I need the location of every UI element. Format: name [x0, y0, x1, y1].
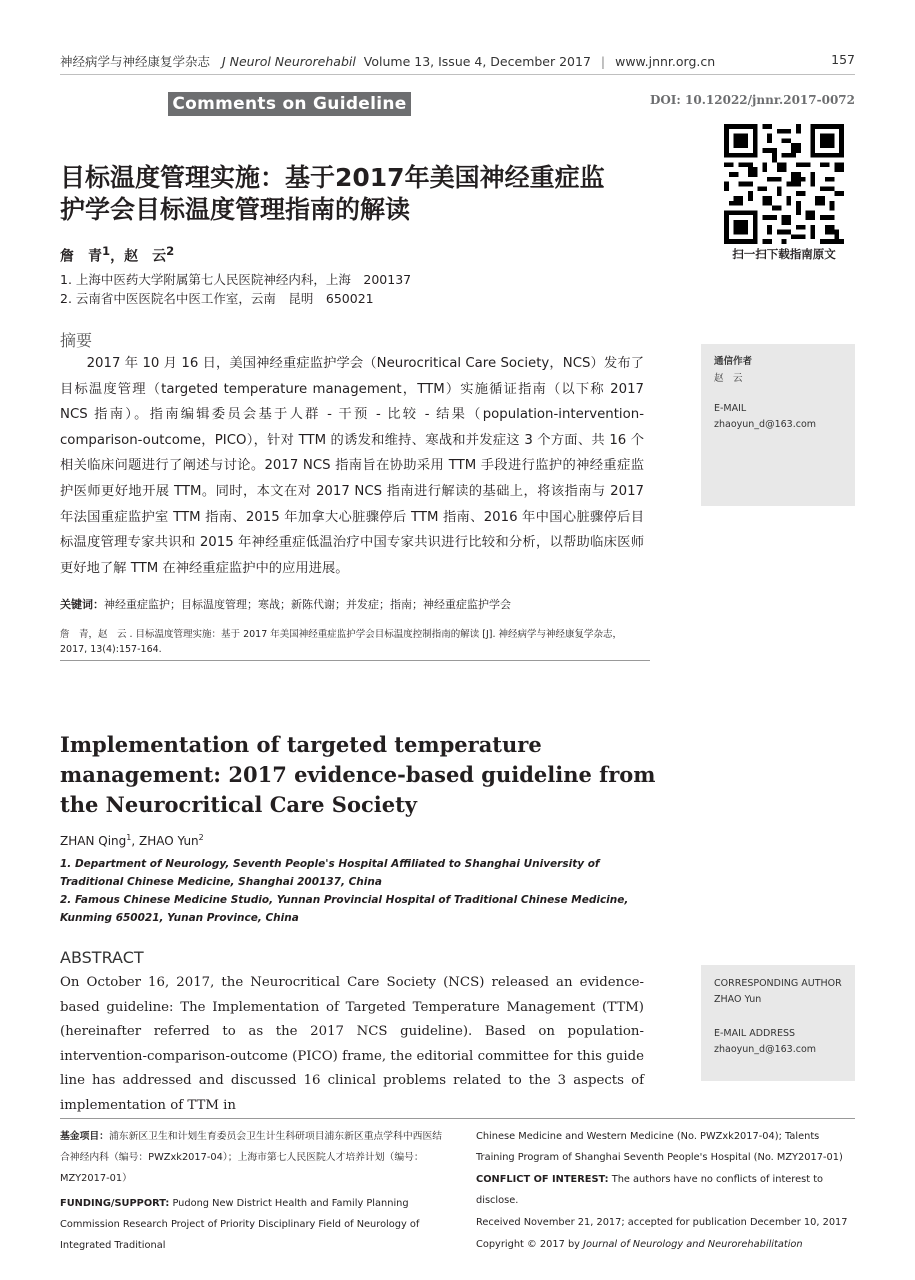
author-name: 詹 青 [60, 248, 102, 265]
page-number: 157 [831, 52, 855, 67]
corresponding-author-name: ZHAO Yun [714, 994, 762, 1005]
article-title-cn-line2: 护学会目标温度管理指南的解读 [60, 195, 411, 224]
affiliation-cn-2: 2. 云南省中医医院名中医工作室，云南 昆明 650021 [60, 291, 374, 306]
copyright [476, 1234, 858, 1255]
abstract-en: On October 16, 2017, the Neurocritical Care Society (NCS) released an evidence-based guideline: The Implementation of Targeted Temperature Management (TTM) (hereinafter referred to as the 2017 NCS guideline). Based on population-intervention-comparison-outcome (PICO) frame, the editorial committee for this guide line has addressed and discussed 16 clinical problems related to the 3 aspects of implementation of TTM in [60, 975, 644, 1113]
email-label: E-MAIL ADDRESS [714, 1028, 796, 1039]
authors-cn [60, 244, 174, 266]
fund-cn [60, 1126, 448, 1189]
qr-caption: 扫一扫下载指南原文 [732, 247, 836, 261]
volume-info: Volume 13, Issue 4, December 2017 [363, 54, 591, 69]
author-affil-mark: 1 [102, 244, 111, 258]
affiliation-cn-1: 1. 上海中医药大学附属第七人民医院神经内科，上海 200137 [60, 272, 412, 287]
funding-continued: Chinese Medicine and Western Medicine (No. PWZxk2017-04); Talents Training Program of Shanghai Seventh People's Hospital (No. MZY2017-01) [476, 1131, 843, 1163]
fund-label: 基金项目： [60, 1131, 109, 1142]
article-title-cn [60, 162, 660, 226]
citation-line2: 2017, 13(4):157-164. [60, 644, 162, 655]
header-separator: | [600, 54, 606, 69]
author-affil-mark: 2 [198, 833, 204, 842]
copyright-prefix: Copyright © 2017 by [476, 1239, 584, 1250]
abstract-cn: 2017 年 10 月 16 日，美国神经重症监护学会（Neurocritical Care Society，NCS）发布了目标温度管理（targeted temperature management，TTM）实施循证指南（以下称 2017 NCS 指南）。指南编辑委员会基于人群 - 干预 - 比较 - 结果（population-intervention-comparison-outcome，PICO），针对 TTM 的诱发和维持、寒战和并发症这 3 个方面、共 16 个相关临床问题进行了阐述与讨论。2017 NCS 指南旨在协助采用 TTM 手段进行监护的神经重症监护医师更好地开展 TTM。同时，本文在对 2017 NCS 指南进行解读的基础上，将该指南与 2017 年法国重症监护室 TTM 指南、2015 年加拿大心脏骤停后 TTM 指南、2016 年中国心脏骤停后目标温度管理专家共识和 2015 年神经重症低温治疗中国专家共识进行比较和分析，以帮助临床医师更好地了解 TTM 在神经重症监护中的应用进展。 [60, 356, 644, 576]
abstract-heading-cn: 摘要 [60, 331, 93, 350]
author-separator: , [131, 834, 139, 848]
author-name: ZHAN Qing [60, 834, 127, 848]
doi: DOI: 10.12022/jnnr.2017-0072 [649, 93, 855, 107]
funding-label: FUNDING/SUPPORT: [60, 1198, 170, 1209]
corresponding-author-box-cn [701, 344, 855, 506]
footer-rule [60, 1118, 855, 1119]
funding-text: Pudong New District Health and Family Planning Commission Research Project of Priority Disciplinary Field of Neurology of Integrated Traditional [60, 1198, 420, 1251]
author-name: 赵 云 [124, 248, 167, 265]
qr-code-icon [724, 124, 844, 244]
article-title-cn-line1: 目标温度管理实施：基于2017年美国神经重症监 [60, 163, 605, 192]
corresponding-author-name: 赵 云 [714, 373, 743, 384]
authors-en [60, 833, 204, 848]
email-value: zhaoyun_d@163.com [714, 419, 817, 430]
conflict-label: CONFLICT OF INTEREST: [476, 1174, 609, 1185]
affiliation-en-1: 1. Department of Neurology, Seventh People's Hospital Affiliated to Shanghai University of Traditional Chinese Medicine, Shanghai 200137, China [60, 858, 600, 888]
keywords-label: 关键词： [60, 598, 104, 611]
copyright-journal: Journal of Neurology and Neurorehabilitation [583, 1239, 803, 1250]
conflict-text: The authors have no conflicts of interest to disclose. [476, 1174, 824, 1206]
conflict-of-interest [476, 1169, 858, 1211]
corresponding-author-box-en [701, 965, 855, 1081]
citation-line1: 詹 青，赵 云 . 目标温度管理实施：基于 2017 年美国神经重症监护学会目标温度控制指南的解读 [J]. 神经病学与神经康复学杂志， [60, 629, 623, 640]
journal-name-cn: 神经病学与神经康复学杂志 [60, 54, 211, 69]
author-separator: ， [110, 248, 125, 265]
author-name: ZHAO Yun [138, 834, 199, 848]
footer-right-column [476, 1126, 858, 1256]
running-header [60, 52, 715, 70]
email-label: E-MAIL [714, 403, 747, 414]
article-title-en: Implementation of targeted temperature management: 2017 evidence-based guideline from the Neurocritical Care Society [60, 732, 656, 817]
author-affil-mark: 2 [166, 244, 175, 258]
received-dates: Received November 21, 2017; accepted for publication December 10, 2017 [476, 1217, 848, 1228]
abstract-heading-en: ABSTRACT [60, 948, 144, 967]
citation-rule [60, 660, 650, 661]
journal-website: www.jnnr.org.cn [615, 54, 716, 69]
section-label: Comments on Guideline [168, 92, 411, 116]
journal-abbrev: J Neurol Neurorehabil [221, 54, 356, 69]
header-rule [60, 74, 855, 75]
fund-text: 浦东新区卫生和计划生育委员会卫生计生科研项目浦东新区重点学科中西医结合神经内科（编号：PWZxk2017-04）；上海市第七人民医院人才培养计划（编号：MZY2017-01） [60, 1131, 443, 1184]
corresponding-author-label: CORRESPONDING AUTHOR [714, 978, 842, 989]
keywords-list: 神经重症监护；目标温度管理；寒战；新陈代谢；并发症；指南；神经重症监护学会 [104, 598, 511, 611]
footer-left-column [60, 1126, 448, 1257]
affiliation-en-2: 2. Famous Chinese Medicine Studio, Yunnan Provincial Hospital of Traditional Chinese Medicine, Kunming 650021, Yunan Province, China [60, 894, 629, 924]
author-affil-mark: 1 [126, 833, 132, 842]
keywords-cn [60, 596, 650, 612]
funding-en [60, 1193, 448, 1256]
citation-cn [60, 627, 650, 657]
corresponding-author-label: 通信作者 [714, 356, 753, 367]
email-value: zhaoyun_d@163.com [714, 1044, 817, 1055]
